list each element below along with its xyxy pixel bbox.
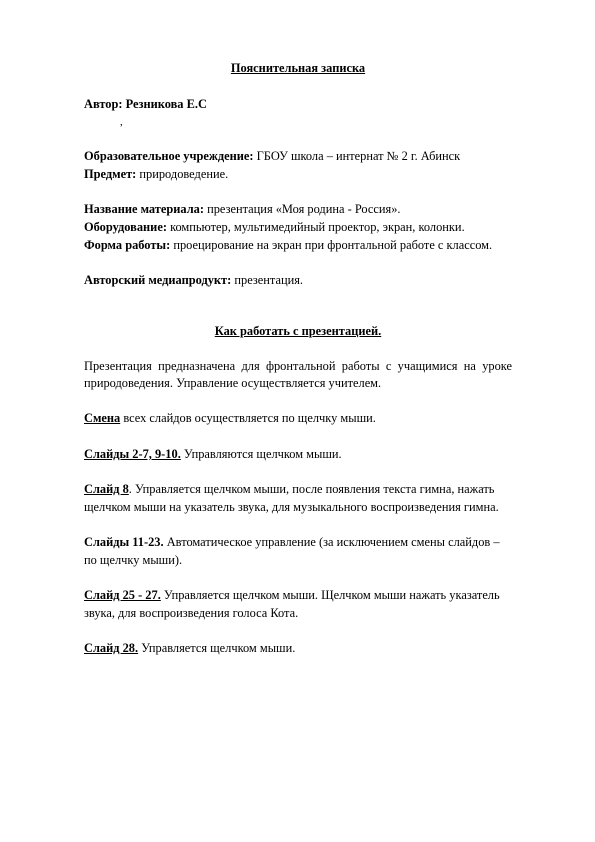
- equipment-label: Оборудование:: [84, 220, 167, 234]
- author-value: Резникова Е.С: [125, 97, 207, 111]
- slides-25-27-value-1: Управляется щелчком мыши. Щелчком мыши нажать указатель: [160, 588, 500, 602]
- institution-line: [84, 148, 512, 165]
- slides-25-27-value-2: звука, для воспроизведения голоса Кота.: [84, 606, 299, 620]
- media-product-value: презентация.: [234, 273, 304, 287]
- slides-11-23-line-1: [84, 534, 512, 551]
- material-label: Название материала:: [84, 202, 204, 216]
- page-title: Пояснительная записка: [230, 61, 366, 75]
- slides-25-27-line-1: [84, 587, 512, 604]
- media-product-label: Авторский медиапродукт:: [84, 273, 232, 287]
- work-form-value: проецирование на экран при фронтальной работе с классом.: [173, 238, 493, 252]
- slides-11-23-value-1: Автоматическое управление (за исключением смены слайдов –: [163, 535, 500, 549]
- slides-11-23-label: Слайды 11-23.: [84, 535, 164, 549]
- slides-25-27-label: Слайд 25 - 27.: [84, 588, 161, 602]
- slide-28-value: Управляется щелчком мыши.: [138, 641, 296, 655]
- author-label: Автор:: [84, 97, 123, 111]
- slides-2-7-line: [84, 446, 512, 463]
- institution-label: Образовательное учреждение:: [84, 149, 254, 163]
- slide-8-label: Слайд 8: [84, 482, 129, 496]
- stray-mark: ,: [120, 116, 123, 128]
- work-form-line: [84, 237, 512, 254]
- equipment-value: компьютер, мультимедийный проектор, экран, колонки.: [170, 220, 465, 234]
- slides-2-7-label: Слайды 2-7, 9-10.: [84, 447, 181, 461]
- slide-change-label: Смена: [84, 411, 121, 425]
- howto-title: Как работать с презентацией.: [214, 324, 382, 338]
- equipment-line: [84, 219, 512, 236]
- subject-value: природоведение.: [139, 167, 229, 181]
- slide-28-label: Слайд 28.: [84, 641, 139, 655]
- slide-change-value: всех слайдов осуществляется по щелчку мыши.: [120, 411, 376, 425]
- slides-25-27-line-2: [84, 605, 512, 622]
- subject-line: [84, 166, 512, 183]
- slides-2-7-value: Управляются щелчком мыши.: [180, 447, 342, 461]
- slide-8-line-2: [84, 499, 512, 516]
- material-value: презентация «Моя родина - Россия».: [207, 202, 401, 216]
- institution-value: ГБОУ школа – интернат № 2 г. Абинск: [256, 149, 461, 163]
- slide-8-value-1: . Управляется щелчком мыши, после появления текста гимна, нажать: [128, 482, 495, 496]
- author-line: [84, 96, 512, 113]
- material-line: [84, 201, 512, 218]
- media-product-line: [84, 272, 512, 289]
- work-form-label: Форма работы:: [84, 238, 171, 252]
- slide-8-line-1: [84, 481, 512, 498]
- slide-28-line: [84, 640, 512, 657]
- slide-change-line: [84, 410, 512, 427]
- slides-11-23-line-2: [84, 552, 512, 569]
- subject-label: Предмет:: [84, 167, 137, 181]
- slide-8-value-2: щелчком мыши на указатель звука, для музыкального воспроизведения гимна.: [84, 500, 499, 514]
- intro-paragraph: Презентация предназначена для фронтальной работы с учащимися на уроке природоведения. Управление осуществляется учителем.: [84, 359, 512, 390]
- slides-11-23-value-2: по щелчку мыши).: [84, 553, 183, 567]
